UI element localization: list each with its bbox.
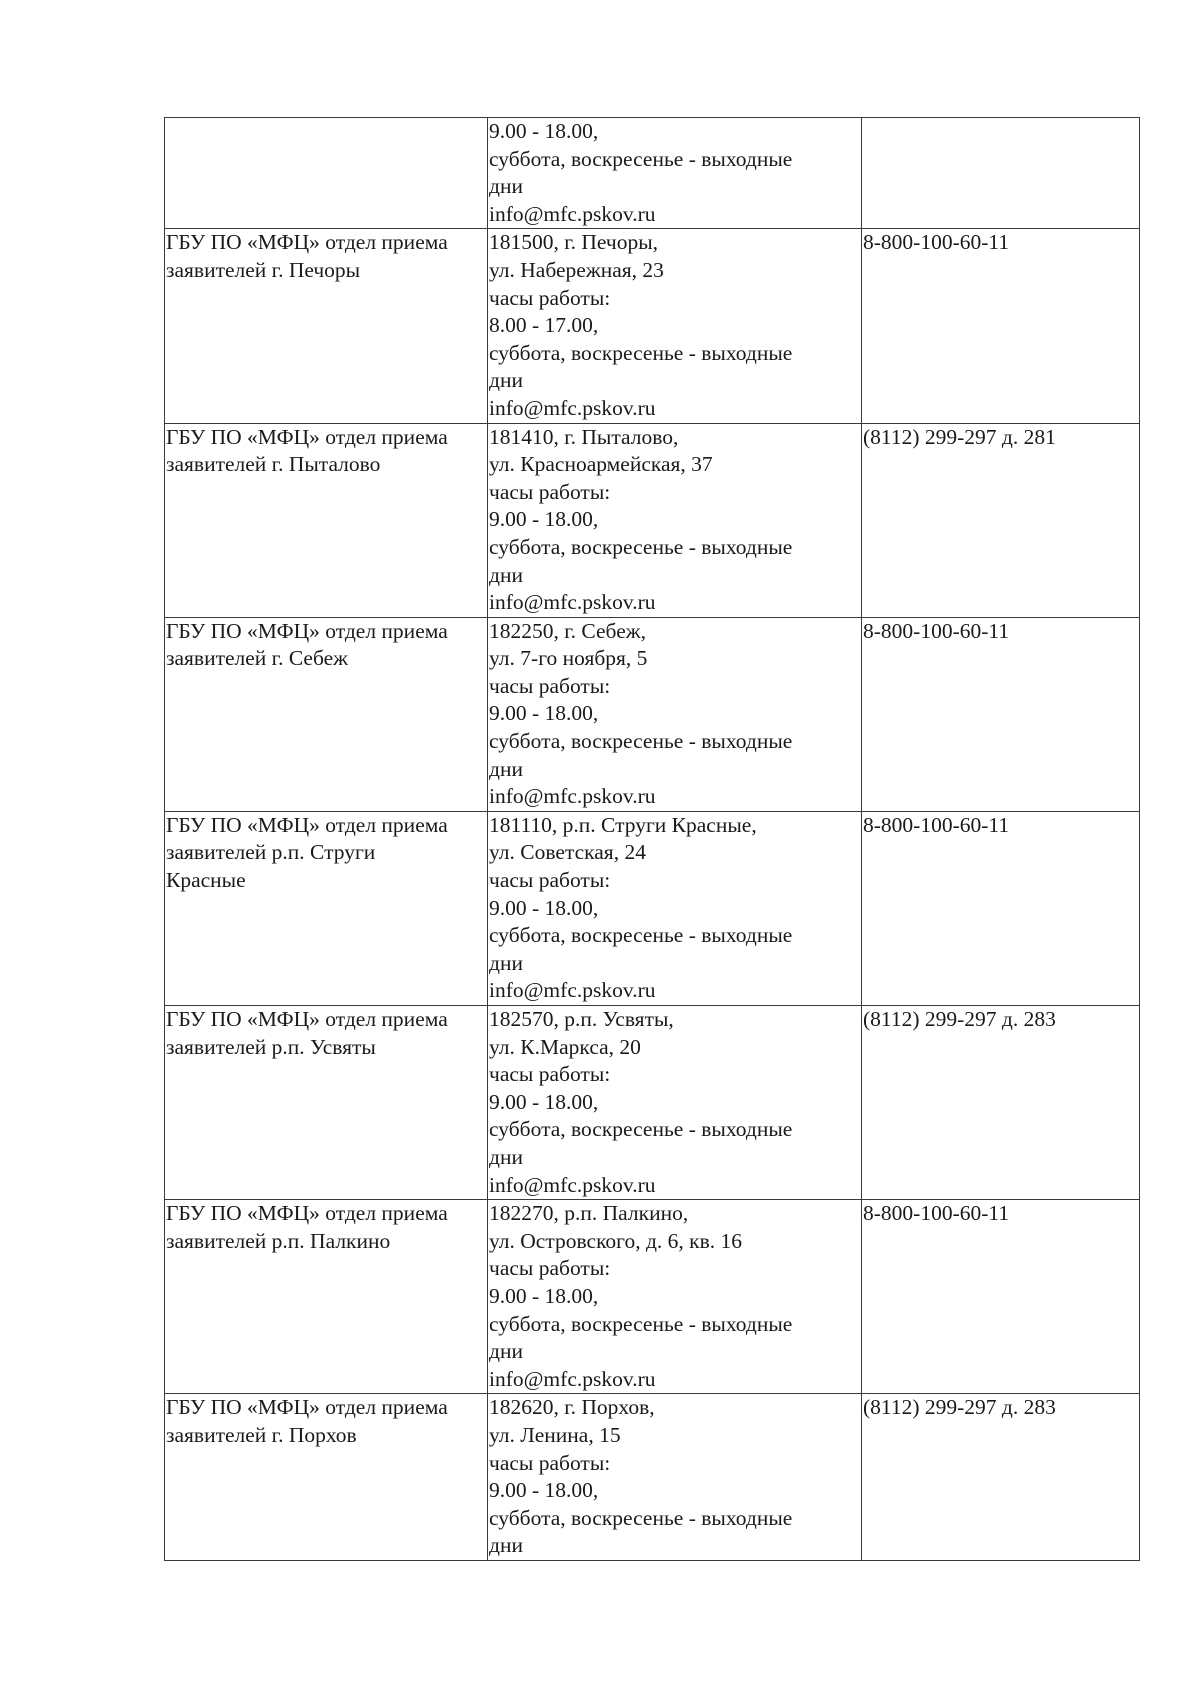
office-name-cell bbox=[165, 617, 488, 811]
office-name-line: ГБУ ПО «МФЦ» отдел приема bbox=[166, 230, 448, 255]
address-line: часы работы: bbox=[489, 868, 611, 893]
table-row bbox=[165, 423, 1140, 617]
office-name-cell bbox=[165, 1394, 488, 1561]
address-line: дни bbox=[489, 562, 523, 587]
office-name-cell bbox=[165, 118, 488, 229]
address-line: часы работы: bbox=[489, 479, 611, 504]
address-line: 9.00 - 18.00, bbox=[489, 119, 599, 143]
address-line: часы работы: bbox=[489, 1256, 611, 1281]
address-line: 181410, г. Пыталово, bbox=[489, 424, 679, 449]
address-line: суббота, воскресенье - выходные bbox=[489, 146, 793, 171]
address-hours-cell bbox=[488, 617, 862, 811]
address-hours-cell bbox=[488, 1200, 862, 1394]
office-name-line: ГБУ ПО «МФЦ» отдел приема bbox=[166, 618, 448, 643]
office-name-cell bbox=[165, 811, 488, 1005]
office-name-line: Красные bbox=[166, 868, 246, 893]
office-name-line: заявителей г. Себеж bbox=[166, 646, 349, 671]
phone-number: (8112) 299-297 д. 281 bbox=[863, 424, 1056, 449]
table-row bbox=[165, 1200, 1140, 1394]
address-hours-cell bbox=[488, 1006, 862, 1200]
address-line: дни bbox=[489, 368, 523, 393]
table-body bbox=[165, 118, 1140, 1561]
address-line: суббота, воскресенье - выходные bbox=[489, 729, 793, 754]
address-line: дни bbox=[489, 1533, 523, 1558]
office-name-line: ГБУ ПО «МФЦ» отдел приема bbox=[166, 1395, 448, 1420]
office-name-cell bbox=[165, 229, 488, 423]
address-line: часы работы: bbox=[489, 673, 611, 698]
office-name-line: заявителей г. Порхов bbox=[166, 1422, 357, 1447]
phone-number: 8-800-100-60-11 bbox=[863, 618, 1010, 643]
office-name-line: ГБУ ПО «МФЦ» отдел приема bbox=[166, 1007, 448, 1031]
address-hours-cell bbox=[488, 811, 862, 1005]
address-line: 181500, г. Печоры, bbox=[489, 230, 659, 255]
phone-cell bbox=[862, 1200, 1140, 1394]
address-line: ул. Набережная, 23 bbox=[489, 257, 664, 282]
address-line: 182620, г. Порхов, bbox=[489, 1395, 655, 1420]
address-line: ул. Ленина, 15 bbox=[489, 1422, 621, 1447]
office-name-cell bbox=[165, 1006, 488, 1200]
address-line: суббота, воскресенье - выходные bbox=[489, 1311, 793, 1336]
address-line: часы работы: bbox=[489, 285, 611, 310]
office-name-line: заявителей р.п. Струги bbox=[166, 840, 376, 865]
address-line: info@mfc.pskov.ru bbox=[489, 201, 656, 226]
phone-number: (8112) 299-297 д. 283 bbox=[863, 1395, 1056, 1420]
address-line: суббота, воскресенье - выходные bbox=[489, 923, 793, 948]
address-line: ул. Островского, д. 6, кв. 16 bbox=[489, 1228, 743, 1253]
table-row bbox=[165, 118, 1140, 229]
phone-number: (8112) 299-297 д. 283 bbox=[863, 1007, 1056, 1031]
table-row bbox=[165, 1394, 1140, 1561]
address-line: дни bbox=[489, 1339, 523, 1364]
address-line: 182270, р.п. Палкино, bbox=[489, 1201, 689, 1226]
address-line: суббота, воскресенье - выходные bbox=[489, 534, 793, 559]
address-line: дни bbox=[489, 1144, 523, 1169]
table-row bbox=[165, 811, 1140, 1005]
address-line: 9.00 - 18.00, bbox=[489, 1283, 599, 1308]
address-hours-cell bbox=[488, 423, 862, 617]
phone-cell bbox=[862, 811, 1140, 1005]
address-line: 181110, р.п. Струги Красные, bbox=[489, 812, 757, 837]
address-line: суббота, воскресенье - выходные bbox=[489, 1117, 793, 1142]
office-name-line: ГБУ ПО «МФЦ» отдел приема bbox=[166, 424, 448, 449]
address-line: 8.00 - 17.00, bbox=[489, 313, 599, 338]
table-row bbox=[165, 617, 1140, 811]
address-line: часы работы: bbox=[489, 1450, 611, 1475]
address-line: info@mfc.pskov.ru bbox=[489, 1366, 656, 1391]
address-line: дни bbox=[489, 950, 523, 975]
phone-number: 8-800-100-60-11 bbox=[863, 812, 1010, 837]
address-hours-cell bbox=[488, 1394, 862, 1561]
table-row bbox=[165, 1006, 1140, 1200]
address-line: info@mfc.pskov.ru bbox=[489, 978, 656, 1003]
office-name-cell bbox=[165, 1200, 488, 1394]
phone-cell bbox=[862, 423, 1140, 617]
office-name-line: заявителей р.п. Палкино bbox=[166, 1228, 391, 1253]
address-line: 9.00 - 18.00, bbox=[489, 1089, 599, 1114]
office-name-line: заявителей р.п. Усвяты bbox=[166, 1034, 376, 1059]
address-line: 182250, г. Себеж, bbox=[489, 618, 646, 643]
address-hours-cell bbox=[488, 118, 862, 229]
address-line: ул. К.Маркса, 20 bbox=[489, 1034, 641, 1059]
office-name-line: заявителей г. Печоры bbox=[166, 257, 361, 282]
office-name-line: заявителей г. Пыталово bbox=[166, 452, 381, 477]
address-line: 9.00 - 18.00, bbox=[489, 701, 599, 726]
mfc-offices-table bbox=[164, 117, 1140, 1561]
address-line: info@mfc.pskov.ru bbox=[489, 395, 656, 420]
address-line: info@mfc.pskov.ru bbox=[489, 590, 656, 615]
phone-cell bbox=[862, 1394, 1140, 1561]
address-line: суббота, воскресенье - выходные bbox=[489, 340, 793, 365]
address-line: info@mfc.pskov.ru bbox=[489, 1172, 656, 1197]
address-line: дни bbox=[489, 174, 523, 199]
phone-number: 8-800-100-60-11 bbox=[863, 1201, 1010, 1226]
phone-number: 8-800-100-60-11 bbox=[863, 230, 1010, 255]
table-row bbox=[165, 229, 1140, 423]
address-line: info@mfc.pskov.ru bbox=[489, 784, 656, 809]
address-line: 9.00 - 18.00, bbox=[489, 1478, 599, 1503]
phone-cell bbox=[862, 229, 1140, 423]
office-name-line: ГБУ ПО «МФЦ» отдел приема bbox=[166, 1201, 448, 1226]
address-hours-cell bbox=[488, 229, 862, 423]
address-line: 182570, р.п. Усвяты, bbox=[489, 1007, 674, 1031]
address-line: дни bbox=[489, 756, 523, 781]
phone-cell bbox=[862, 1006, 1140, 1200]
phone-cell bbox=[862, 617, 1140, 811]
office-name-cell bbox=[165, 423, 488, 617]
address-line: суббота, воскресенье - выходные bbox=[489, 1505, 793, 1530]
address-line: ул. Красноармейская, 37 bbox=[489, 452, 713, 477]
office-name-line: ГБУ ПО «МФЦ» отдел приема bbox=[166, 812, 448, 837]
address-line: ул. 7-го ноября, 5 bbox=[489, 646, 648, 671]
address-line: ул. Советская, 24 bbox=[489, 840, 646, 865]
address-line: 9.00 - 18.00, bbox=[489, 507, 599, 532]
address-line: 9.00 - 18.00, bbox=[489, 895, 599, 920]
phone-cell bbox=[862, 118, 1140, 229]
address-line: часы работы: bbox=[489, 1062, 611, 1087]
